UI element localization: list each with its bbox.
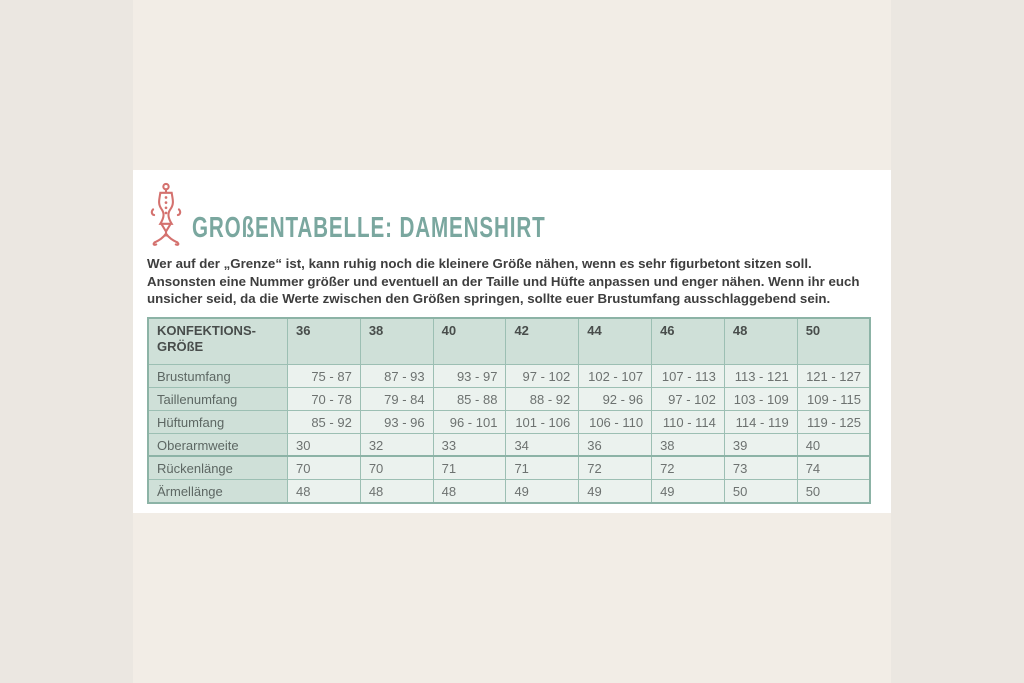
table-cell: 93 - 96 [360,411,433,434]
table-cell: 102 - 107 [579,365,652,388]
table-cell: 109 - 115 [797,388,870,411]
row-label: Ärmellänge [148,480,288,504]
table-cell: 72 [652,456,725,480]
size-header: 44 [579,318,652,365]
table-cell: 38 [652,434,725,458]
table-cell: 85 - 92 [288,411,361,434]
size-header: 38 [360,318,433,365]
table-cell: 34 [506,434,579,458]
table-cell: 114 - 119 [724,411,797,434]
size-table-corner-header [148,318,288,365]
table-cell: 79 - 84 [360,388,433,411]
table-cell: 106 - 110 [579,411,652,434]
size-header: 48 [724,318,797,365]
table-row-waist [148,388,870,411]
corner-header-line2: GRÖßE [157,339,204,354]
table-cell: 96 - 101 [433,411,506,434]
table-cell: 50 [724,480,797,504]
table-cell: 113 - 121 [724,365,797,388]
table-cell: 49 [506,480,579,504]
table-cell: 87 - 93 [360,365,433,388]
table-cell: 107 - 113 [652,365,725,388]
table-cell: 92 - 96 [579,388,652,411]
table-cell: 103 - 109 [724,388,797,411]
table-cell: 72 [579,456,652,480]
size-table [147,317,871,458]
row-label: Hüftumfang [148,411,288,434]
table-cell: 48 [288,480,361,504]
table-row-hip [148,411,870,434]
table-row-bust [148,365,870,388]
size-header: 46 [652,318,725,365]
table-cell: 88 - 92 [506,388,579,411]
row-label: Oberarmweite [148,434,288,458]
size-chart-card [133,170,891,513]
table-cell: 75 - 87 [288,365,361,388]
size-header: 42 [506,318,579,365]
table-cell: 71 [506,456,579,480]
table-cell: 97 - 102 [652,388,725,411]
table-row-upper-arm [148,434,870,458]
corner-header-line1: KONFEKTIONS- [157,323,256,338]
length-table [147,455,871,504]
table-cell: 48 [433,480,506,504]
table-cell: 70 [288,456,361,480]
row-label: Brustumfang [148,365,288,388]
table-cell: 101 - 106 [506,411,579,434]
table-cell: 39 [724,434,797,458]
table-cell: 49 [579,480,652,504]
table-cell: 93 - 97 [433,365,506,388]
table-cell: 121 - 127 [797,365,870,388]
table-cell: 36 [579,434,652,458]
size-header: 40 [433,318,506,365]
page-title: GROßENTABELLE: DAMENSHIRT [192,212,546,244]
table-cell: 110 - 114 [652,411,725,434]
size-table-header-row [148,318,870,365]
table-cell: 97 - 102 [506,365,579,388]
table-cell: 50 [797,480,870,504]
table-cell: 70 [360,456,433,480]
intro-paragraph: Wer auf der „Grenze“ ist, kann ruhig noch die kleinere Größe nähen, wenn es sehr figurbetont sitzen soll. Ansonsten eine Nummer größer und eventuell an der Taille und Hüfte anpassen und enger nähen. Wenn ihr euch unsicher seid, da die Werte zwischen den Größen springen, sollte euer Brustumfang ausschlaggebend sein. [147,256,860,307]
table-cell: 49 [652,480,725,504]
table-row-back-length [148,456,870,480]
table-row-sleeve-length [148,480,870,504]
table-cell: 48 [360,480,433,504]
row-label: Taillenumfang [148,388,288,411]
table-cell: 71 [433,456,506,480]
table-cell: 73 [724,456,797,480]
table-cell: 33 [433,434,506,458]
table-cell: 74 [797,456,870,480]
table-cell: 30 [288,434,361,458]
size-header: 36 [288,318,361,365]
dress-form-icon [146,182,186,246]
table-cell: 119 - 125 [797,411,870,434]
table-cell: 40 [797,434,870,458]
table-cell: 32 [360,434,433,458]
table-cell: 70 - 78 [288,388,361,411]
size-header: 50 [797,318,870,365]
row-label: Rückenlänge [148,456,288,480]
table-cell: 85 - 88 [433,388,506,411]
